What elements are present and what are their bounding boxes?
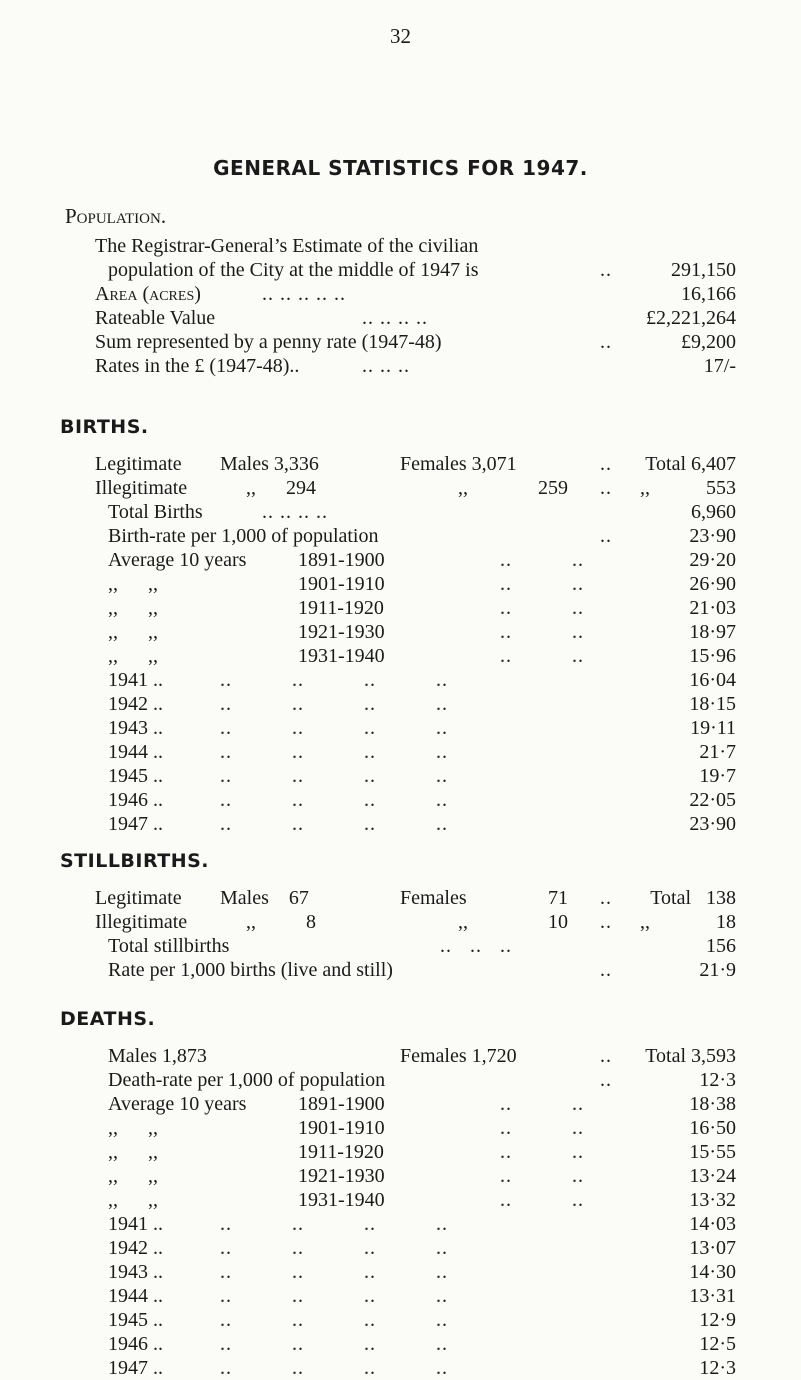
average-prefix: ,, ,, bbox=[108, 621, 158, 643]
deaths-females: Females 1,720 bbox=[400, 1045, 517, 1067]
still-legit-males: Males 67 bbox=[220, 887, 309, 909]
births-illegit-males: 294 bbox=[286, 477, 316, 499]
year-dots: .. .. .. .. bbox=[220, 717, 448, 739]
total-stillbirths-dots: .. .. .. bbox=[440, 935, 512, 957]
total-births-value: 6,960 bbox=[691, 501, 736, 523]
average-dots: .. .. bbox=[500, 573, 584, 595]
total-stillbirths-label: Total stillbirths bbox=[108, 935, 230, 957]
stillbirth-rate-dots: .. bbox=[600, 959, 612, 981]
year-value: 22·05 bbox=[689, 789, 736, 811]
year-value: 13·31 bbox=[689, 1285, 736, 1307]
rateable-dots: .. .. .. .. bbox=[362, 307, 428, 329]
average-value: 21·03 bbox=[689, 597, 736, 619]
births-illegit-ditto: ,, bbox=[246, 477, 256, 499]
average-value: 26·90 bbox=[689, 573, 736, 595]
still-illegit-total-ditto: ,, bbox=[640, 911, 650, 933]
year-value: 16·04 bbox=[689, 669, 736, 691]
year-dots: .. .. .. .. bbox=[220, 1333, 448, 1355]
area-dots: .. .. .. .. .. bbox=[262, 283, 346, 305]
page-title: GENERAL STATISTICS FOR 1947. bbox=[213, 156, 588, 180]
deaths-males: Males 1,873 bbox=[108, 1045, 207, 1067]
still-legit-females: Females bbox=[400, 887, 467, 909]
population-heading: Population. bbox=[65, 204, 167, 228]
year-value: 14·30 bbox=[689, 1261, 736, 1283]
average-dots: .. .. bbox=[500, 1189, 584, 1211]
average-prefix: ,, ,, bbox=[108, 1165, 158, 1187]
average-dots: .. .. bbox=[500, 549, 584, 571]
average-dots: .. .. bbox=[500, 597, 584, 619]
average-value: 13·32 bbox=[689, 1189, 736, 1211]
year-label: 1941 .. bbox=[108, 1213, 163, 1235]
births-illegit-ditto2: ,, bbox=[458, 477, 468, 499]
still-legit-total: Total 138 bbox=[650, 887, 736, 909]
year-value: 23·90 bbox=[689, 813, 736, 835]
birth-rate-value: 23·90 bbox=[689, 525, 736, 547]
page-number: 32 bbox=[390, 24, 411, 48]
births-legit-dots: .. bbox=[600, 453, 612, 475]
stillbirth-rate-value: 21·9 bbox=[699, 959, 736, 981]
deaths-heading: DEATHS. bbox=[60, 1008, 156, 1030]
stillbirth-rate-label: Rate per 1,000 births (live and still) bbox=[108, 959, 393, 981]
rates-value: 17/- bbox=[703, 355, 736, 377]
year-label: 1944 .. bbox=[108, 1285, 163, 1307]
births-illegit-label: Illegitimate bbox=[95, 477, 188, 499]
average-value: 18·97 bbox=[689, 621, 736, 643]
year-label: 1945 .. bbox=[108, 1309, 163, 1331]
year-dots: .. .. .. .. bbox=[220, 1285, 448, 1307]
births-illegit-females: 259 bbox=[538, 477, 568, 499]
rates-dots: .. .. .. bbox=[362, 355, 410, 377]
year-dots: .. .. .. .. bbox=[220, 669, 448, 691]
still-illegit-total: 18 bbox=[716, 911, 736, 933]
year-label: 1943 .. bbox=[108, 1261, 163, 1283]
year-label: 1947 .. bbox=[108, 813, 163, 835]
deaths-dots: .. bbox=[600, 1045, 612, 1067]
average-dots: .. .. bbox=[500, 621, 584, 643]
births-legit-females: Females 3,071 bbox=[400, 453, 517, 475]
average-dots: .. .. bbox=[500, 1117, 584, 1139]
year-dots: .. .. .. .. bbox=[220, 1213, 448, 1235]
year-label: 1944 .. bbox=[108, 741, 163, 763]
average-dots: .. .. bbox=[500, 1093, 584, 1115]
year-value: 21·7 bbox=[699, 741, 736, 763]
year-value: 13·07 bbox=[689, 1237, 736, 1259]
total-births-label: Total Births bbox=[108, 501, 203, 523]
year-value: 12·3 bbox=[699, 1357, 736, 1379]
year-dots: .. .. .. .. bbox=[220, 813, 448, 835]
rates-label: Rates in the £ (1947-48).. bbox=[95, 355, 300, 377]
population-value: 291,150 bbox=[671, 259, 736, 281]
year-dots: .. .. .. .. bbox=[220, 765, 448, 787]
average-value: 18·38 bbox=[689, 1093, 736, 1115]
year-value: 19·7 bbox=[699, 765, 736, 787]
year-dots: .. .. .. .. bbox=[220, 693, 448, 715]
rateable-value: £2,221,264 bbox=[646, 307, 736, 329]
still-illegit-fval: 10 bbox=[548, 911, 568, 933]
population-dots: .. bbox=[600, 259, 612, 281]
still-legit-fval: 71 bbox=[548, 887, 568, 909]
year-dots: .. .. .. .. bbox=[220, 1237, 448, 1259]
average-dots: .. .. bbox=[500, 645, 584, 667]
population-row: The Registrar-General’s Estimate of the civilian bbox=[95, 235, 479, 257]
year-value: 18·15 bbox=[689, 693, 736, 715]
year-label: 1946 .. bbox=[108, 789, 163, 811]
average-value: 13·24 bbox=[689, 1165, 736, 1187]
death-rate-dots: .. bbox=[600, 1069, 612, 1091]
average-dots: .. .. bbox=[500, 1141, 584, 1163]
average-period: 1891-1900 bbox=[298, 1093, 385, 1115]
average-value: 29·20 bbox=[689, 549, 736, 571]
average-period: 1921-1930 bbox=[298, 621, 385, 643]
births-legit-label: Legitimate bbox=[95, 453, 182, 475]
year-value: 19·11 bbox=[690, 717, 736, 739]
year-label: 1947 .. bbox=[108, 1357, 163, 1379]
average-period: 1911-1920 bbox=[298, 1141, 384, 1163]
birth-rate-dots: .. bbox=[600, 525, 612, 547]
year-dots: .. .. .. .. bbox=[220, 789, 448, 811]
year-label: 1942 .. bbox=[108, 1237, 163, 1259]
average-period: 1911-1920 bbox=[298, 597, 384, 619]
average-prefix: ,, ,, bbox=[108, 597, 158, 619]
birth-rate-label: Birth-rate per 1,000 of population bbox=[108, 525, 379, 547]
births-illegit-dots: .. bbox=[600, 477, 612, 499]
births-legit-total: Total 6,407 bbox=[645, 453, 736, 475]
death-rate-value: 12·3 bbox=[699, 1069, 736, 1091]
area-value: 16,166 bbox=[681, 283, 736, 305]
penny-rate-dots: .. bbox=[600, 331, 612, 353]
average-prefix: ,, ,, bbox=[108, 645, 158, 667]
population-row: population of the City at the middle of 1947 is bbox=[108, 259, 479, 281]
penny-rate-label: Sum represented by a penny rate (1947-48) bbox=[95, 331, 442, 353]
average-value: 15·55 bbox=[689, 1141, 736, 1163]
penny-rate-value: £9,200 bbox=[681, 331, 736, 353]
average-dots: .. .. bbox=[500, 1165, 584, 1187]
deaths-total: Total 3,593 bbox=[645, 1045, 736, 1067]
year-dots: .. .. .. .. bbox=[220, 741, 448, 763]
average-prefix: ,, ,, bbox=[108, 1141, 158, 1163]
births-legit-males: Males 3,336 bbox=[220, 453, 319, 475]
average-prefix: Average 10 years bbox=[108, 549, 247, 571]
births-illegit-total-ditto: ,, bbox=[640, 477, 650, 499]
average-period: 1901-1910 bbox=[298, 573, 385, 595]
still-illegit-ditto: ,, bbox=[246, 911, 256, 933]
average-period: 1901-1910 bbox=[298, 1117, 385, 1139]
average-prefix: ,, ,, bbox=[108, 1189, 158, 1211]
average-period: 1931-1940 bbox=[298, 645, 385, 667]
rateable-label: Rateable Value bbox=[95, 307, 216, 329]
year-label: 1942 .. bbox=[108, 693, 163, 715]
average-value: 16·50 bbox=[689, 1117, 736, 1139]
births-illegit-total: 553 bbox=[706, 477, 736, 499]
stillbirths-heading: STILLBIRTHS. bbox=[60, 850, 210, 872]
average-period: 1921-1930 bbox=[298, 1165, 385, 1187]
year-dots: .. .. .. .. bbox=[220, 1309, 448, 1331]
still-legit-dots: .. bbox=[600, 887, 612, 909]
year-label: 1946 .. bbox=[108, 1333, 163, 1355]
average-value: 15·96 bbox=[689, 645, 736, 667]
still-legit-label: Legitimate bbox=[95, 887, 182, 909]
average-prefix: ,, ,, bbox=[108, 573, 158, 595]
still-illegit-label: Illegitimate bbox=[95, 911, 188, 933]
year-label: 1945 .. bbox=[108, 765, 163, 787]
total-stillbirths-value: 156 bbox=[706, 935, 736, 957]
year-value: 12·9 bbox=[699, 1309, 736, 1331]
total-births-dots: .. .. .. .. bbox=[262, 501, 328, 523]
still-illegit-dots: .. bbox=[600, 911, 612, 933]
average-prefix: Average 10 years bbox=[108, 1093, 247, 1115]
death-rate-label: Death-rate per 1,000 of population bbox=[108, 1069, 386, 1091]
year-dots: .. .. .. .. bbox=[220, 1261, 448, 1283]
year-dots: .. .. .. .. bbox=[220, 1357, 448, 1379]
births-heading: BIRTHS. bbox=[60, 416, 149, 438]
year-value: 12·5 bbox=[699, 1333, 736, 1355]
average-period: 1931-1940 bbox=[298, 1189, 385, 1211]
still-illegit-males: 8 bbox=[306, 911, 316, 933]
average-prefix: ,, ,, bbox=[108, 1117, 158, 1139]
year-label: 1943 .. bbox=[108, 717, 163, 739]
year-value: 14·03 bbox=[689, 1213, 736, 1235]
average-period: 1891-1900 bbox=[298, 549, 385, 571]
area-label: Area (acres) bbox=[95, 283, 201, 305]
year-label: 1941 .. bbox=[108, 669, 163, 691]
still-illegit-ditto2: ,, bbox=[458, 911, 468, 933]
